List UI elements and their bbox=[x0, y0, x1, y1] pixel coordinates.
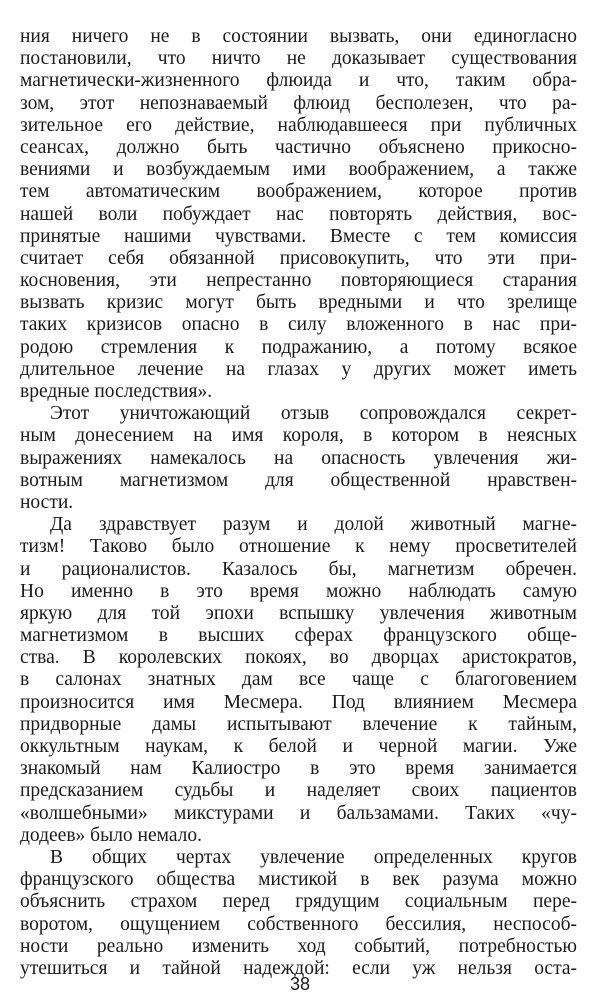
text-line: придворные дамы испытывают влечение к тайным, bbox=[20, 713, 577, 735]
text-line: ным донесением на имя короля, в котором в неясных bbox=[20, 425, 577, 447]
page-number: 38 bbox=[289, 974, 311, 994]
text-line: нашей воли побуждает нас повторять действия, вос- bbox=[20, 203, 577, 225]
text-line: вениями и возбуждаемым ими воображением, а также bbox=[20, 159, 577, 181]
text-line: оккультным наукам, к белой и черной магии. Уже bbox=[20, 736, 577, 757]
text-line: постановили, что ничто не доказывает существования bbox=[20, 48, 577, 70]
text-line: Но именно в это время можно наблюдать самую bbox=[20, 580, 577, 602]
text-line: воротом, ощущением собственного бессилия, неспособ- bbox=[20, 913, 577, 935]
text-line: яркую для той эпохи вспышку увлечения животным bbox=[20, 602, 577, 624]
text-line: зительное его действие, наблюдавшееся при публичных bbox=[20, 114, 577, 136]
text-line: таких кризисов опасно в силу вложенного в нас при- bbox=[20, 314, 577, 336]
text-line: и рационалистов. Казалось бы, магнетизм обречен. bbox=[20, 558, 577, 580]
text-line: зом, этот непознаваемый флюид бесполезен, что ра- bbox=[20, 92, 577, 114]
paragraph-2 bbox=[20, 403, 577, 514]
text-line: ства. В королевских покоях, во дворцах аристократов, bbox=[20, 647, 577, 669]
text-line: Этот уничтожающий отзыв сопровождался секрет- bbox=[50, 403, 577, 425]
page-body bbox=[20, 26, 577, 980]
text-line: ния ничего не в состоянии вызвать, они единогласно bbox=[20, 26, 577, 47]
text-line: тем автоматическим воображением, которое против bbox=[20, 181, 577, 203]
text-line: французского общества мистикой в век разума можно bbox=[20, 869, 577, 891]
text-line: родою стремления к подражанию, а потому всякое bbox=[20, 336, 577, 358]
text-line: в салонах знатных дам все чаще с благоговением bbox=[20, 669, 577, 691]
text-line: принятые нашими чувствами. Вместе с тем комиссия bbox=[20, 225, 577, 247]
text-line: знакомый нам Калиостро в это время занимается bbox=[20, 758, 577, 780]
text-line: вызвать кризис могут быть вредными и что зрелище bbox=[20, 292, 577, 314]
text-line: вотным магнетизмом для общественной нравствен- bbox=[20, 469, 577, 491]
paragraph-3 bbox=[20, 514, 577, 847]
text-line: утешиться и тайной надеждой: если уж нельзя оста- bbox=[20, 957, 577, 979]
text-line: В общих чертах увлечение определенных кругов bbox=[50, 846, 577, 868]
text-line: Да здравствует разум и долой животный магне- bbox=[50, 514, 577, 536]
text-line: ности реально изменить ход событий, потребностью bbox=[20, 935, 577, 957]
text-line: косновения, эти непрестанно повторяющиеся старания bbox=[20, 270, 577, 292]
text-line: магнетизмом в высших сферах французского обще- bbox=[20, 625, 577, 647]
text-line: сеансах, должно быть частично объяснено прикосно- bbox=[20, 136, 577, 158]
text-line: вредные последствия». bbox=[20, 381, 213, 402]
text-line: ности. bbox=[20, 491, 74, 513]
text-line: длительное лечение на глазах у других может иметь bbox=[20, 358, 577, 380]
text-line: объяснить страхом перед грядущим социальным пере- bbox=[20, 891, 577, 913]
paragraph-1 bbox=[20, 26, 577, 403]
text-line: тизм! Таково было отношение к нему просветителей bbox=[20, 536, 577, 558]
text-line: «волшебными» микстурами и бальзамами. Таких «чу- bbox=[20, 802, 577, 824]
text-line: додеев» было немало. bbox=[20, 824, 203, 846]
text-line: выражениях намекалось на опасность увлечения жи- bbox=[20, 447, 577, 469]
text-line: считает себя обязанной присовокупить, что эти при- bbox=[20, 247, 577, 269]
text-line: магнетически-жизненного флюида и что, таким обра- bbox=[20, 70, 577, 92]
text-line: произносится имя Месмера. Под влиянием Месмера bbox=[20, 691, 577, 713]
paragraph-4 bbox=[20, 847, 577, 980]
text-line: предсказанием судьбы и наделяет своих пациентов bbox=[20, 780, 577, 802]
